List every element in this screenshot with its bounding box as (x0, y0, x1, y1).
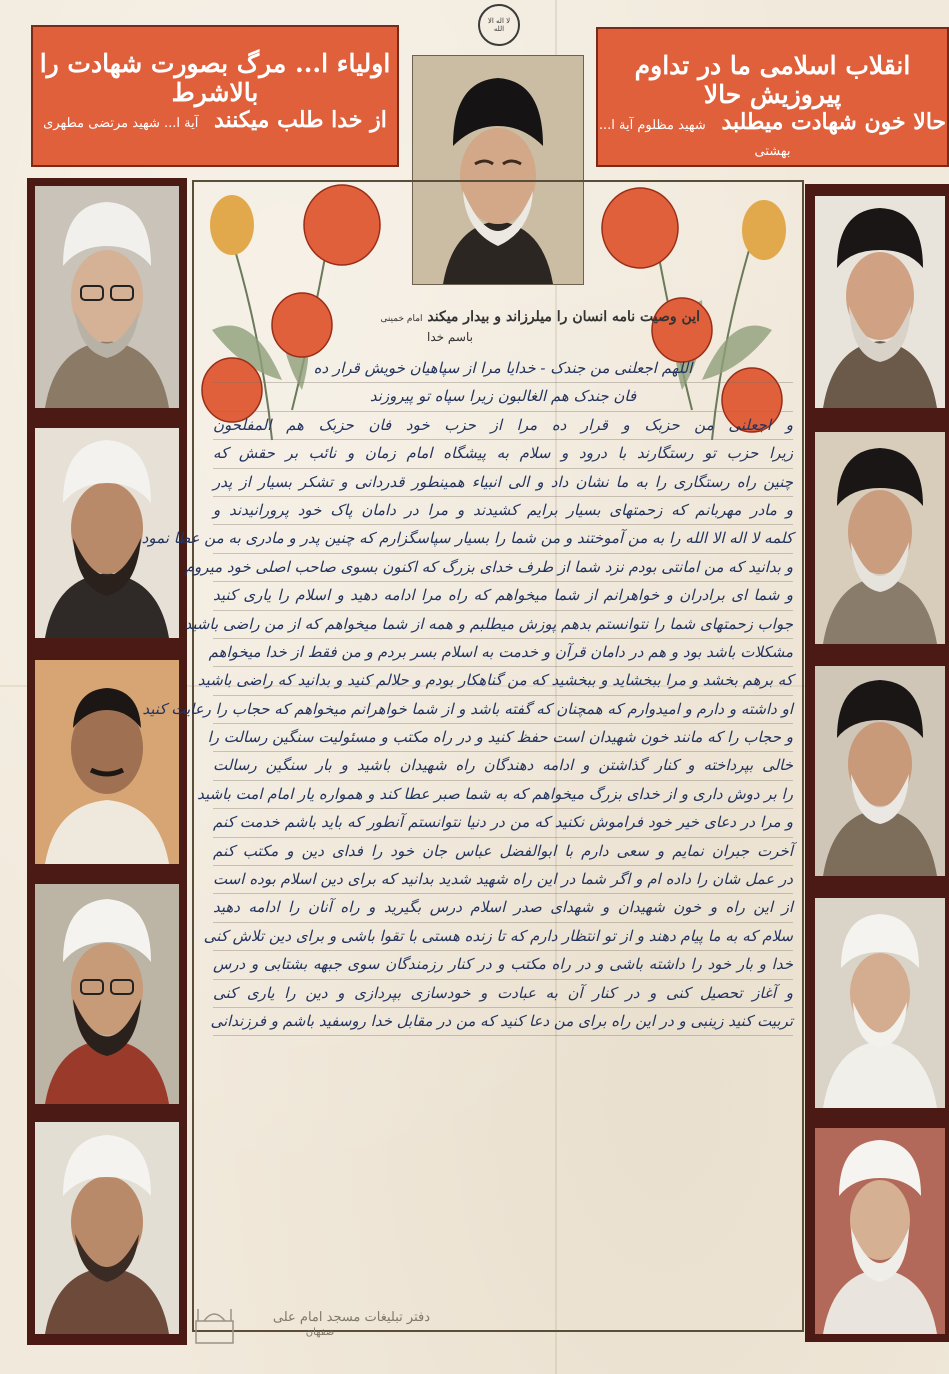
banner-right-line2-text: حالا خون شهادت میطلبد (721, 109, 947, 135)
footer-city: صفهان (305, 1327, 335, 1338)
letter-line: اللهم اجعلنی من جندک - خدایا مرا از سپاهیان خویش قرار ده (213, 355, 793, 383)
letter-line: در عمل شان را داده ام و اگر شما در این راه شهید شدید بدانید که برای دین اسلام بوده است (213, 866, 793, 894)
letter-line: که برهم بخشد و مرا ببخشاید و ببخشید که من گناهکار بودم و حلالم کنید و بدانید که راضی باشید (213, 667, 793, 695)
portrait-photo (815, 666, 945, 876)
portrait-figure-icon (815, 196, 945, 408)
emblem-text: لا اله الا الله (487, 17, 511, 33)
letter-line: چنین راه رستگاری را به ما نشان داد و الی انبیاء همینطور قدردانی و تشکر بسیار از پدر (213, 469, 793, 497)
portrait-photo (35, 660, 179, 864)
banner-right-line2 (598, 109, 947, 161)
quote-banner-left (31, 25, 399, 167)
banner-right-attribution: شهید مظلوم آیة ا... بهشتی (598, 118, 791, 159)
letter-line: زیرا حزب تو رستگارند با درود و سلام به پیشگاه امام زمان و نائب بر حقش که (213, 440, 793, 468)
letter-line: و شما ای برادران و خواهرانم از شما میخواهم که راه مرا ادامه دهید و اسلام را یاری کنید (213, 582, 793, 610)
portrait-photo (815, 898, 945, 1108)
banner-left-line2 (33, 107, 397, 133)
letter-line: از این راه و خون شهیدان و شهدای صدر اسلام درس بگیرید و راه آنان را ادامه دهید (213, 894, 793, 922)
footer-office: دفتر تبلیغات مسجد امام علی (272, 1310, 430, 1325)
letter-body (141, 355, 793, 1036)
letter-line: و اجعلنی من حزبک و قرار ده مرا از حزب خود فان حزبک هم المفلحون (213, 412, 793, 440)
letter-quote-text: این وصیت نامه انسان را میلرزاند و بیدار میکند (427, 309, 700, 325)
banner-left-line2-text: از خدا طلب میکنند (214, 107, 387, 133)
portrait-figure-icon (815, 898, 945, 1108)
banner-right-line1: انقلاب اسلامی ما در تداوم پیروزیش حالا (634, 51, 911, 109)
letter-line: خدا و بار خود را داشته باشی و در راه مکتب و در کنار رزمندگان سوی جبهه بشتابی و درس (213, 951, 793, 979)
portrait-photo (815, 432, 945, 644)
banner-left-attribution: آیة ا... شهید مرتضی مطهری (43, 116, 199, 131)
letter-line: آخرت جبران نمایم و سعی دارم با ابوالفضل عباس جان خود را فدای دین و مکتب کنم (213, 838, 793, 866)
letter-bismillah: باسم خدا (427, 330, 473, 344)
portrait-figure-icon (35, 884, 179, 1104)
portrait-photo (815, 1128, 945, 1334)
letter-line: کلمه لا اله الا الله را به من آموختند و من شما را بسیار سپاسگزارم که چنین پدر و مادری به من عطا نمود (213, 525, 793, 553)
letter-line: خالی بپرداخته و کنار گذاشتن و ادامه دهندگان راه شهیدان باشید و بار سنگین رسالت (213, 752, 793, 780)
portrait-figure-icon (815, 1128, 945, 1334)
portrait-strip-right (805, 184, 949, 1342)
portrait-photo (35, 884, 179, 1104)
letter-line: سلام که به ما پیام دهند و از تو انتظار دارم که تا زنده هستی با تقوا باشی و برای دین تلاش کنی (213, 923, 793, 951)
letter-line: و مادر مهربانم که زحمتهای بسیار برایم کشیدند و مرا در دامان پاک خود پرورانیدند و (213, 497, 793, 525)
portrait-figure-icon (815, 666, 945, 876)
quote-banner-right (596, 27, 949, 167)
banner-left-line1: اولیاء ا... مرگ بصورت شهادت را بالاشرط (39, 49, 391, 107)
letter-line: جواب زحمتهای شما را نتوانستم بدهم پوزش میطلبم و همه از شما میخواهم که از من راضی باشید (213, 611, 793, 639)
portrait-photo (35, 186, 179, 408)
portrait-strip-left (27, 178, 187, 1345)
letter-quote (300, 309, 700, 325)
portrait-figure-icon (35, 186, 179, 408)
letter-quote-source: امام خمینی (380, 314, 423, 324)
portrait-figure-icon (35, 1122, 179, 1334)
letter-line: او داشته و دارم و امیدوارم که همچنان که گفته باشد و از شما خواهرانم میخواهم که حجاب را رعایت کنید (213, 696, 793, 724)
letter-line: مشکلات باشد بود و هم در دامان قرآن و خدمت به اسلام بسر بردم و من فقط از خدا میخواهم (213, 639, 793, 667)
letter-line: و آغاز تحصیل کنی و در کنار آن به عبادت و خودسازی بپردازی و دین را یاری کنی (213, 980, 793, 1008)
portrait-photo (35, 1122, 179, 1334)
letter-line: و مرا در دعای خیر خود فراموش نکنید که من در دنیا نتوانستم آنطور که باید باشم خدمت کنم (213, 809, 793, 837)
letter-line: فان جندک هم الغالبون زیرا سپاه تو پیروزند (213, 383, 793, 411)
letter-line: و حجاب را که مانند خون شهیدان است حفظ کنید و در راه مکتب و مسئولیت سنگین رسالت را (213, 724, 793, 752)
footer-credit (210, 1310, 430, 1338)
letter-line: و بدانید که من امانتی بودم نزد شما از طرف خدای بزرگ که اکنون بسوی صاحب اصلی خود میروم (213, 554, 793, 582)
letter-line: تربیت کنید زینبی و در این راه برای من دعا کنید که من در مقابل خدا روسفید باشم و فرزندانی (213, 1008, 793, 1036)
portrait-figure-icon (35, 660, 179, 864)
emblem-icon (478, 4, 520, 46)
letter-line: را بر دوش داری و از خدای بزرگ میخواهم که به شما صبر عطا کند و همواره یار امام امت باشید (213, 781, 793, 809)
portrait-figure-icon (815, 432, 945, 644)
portrait-photo (815, 196, 945, 408)
